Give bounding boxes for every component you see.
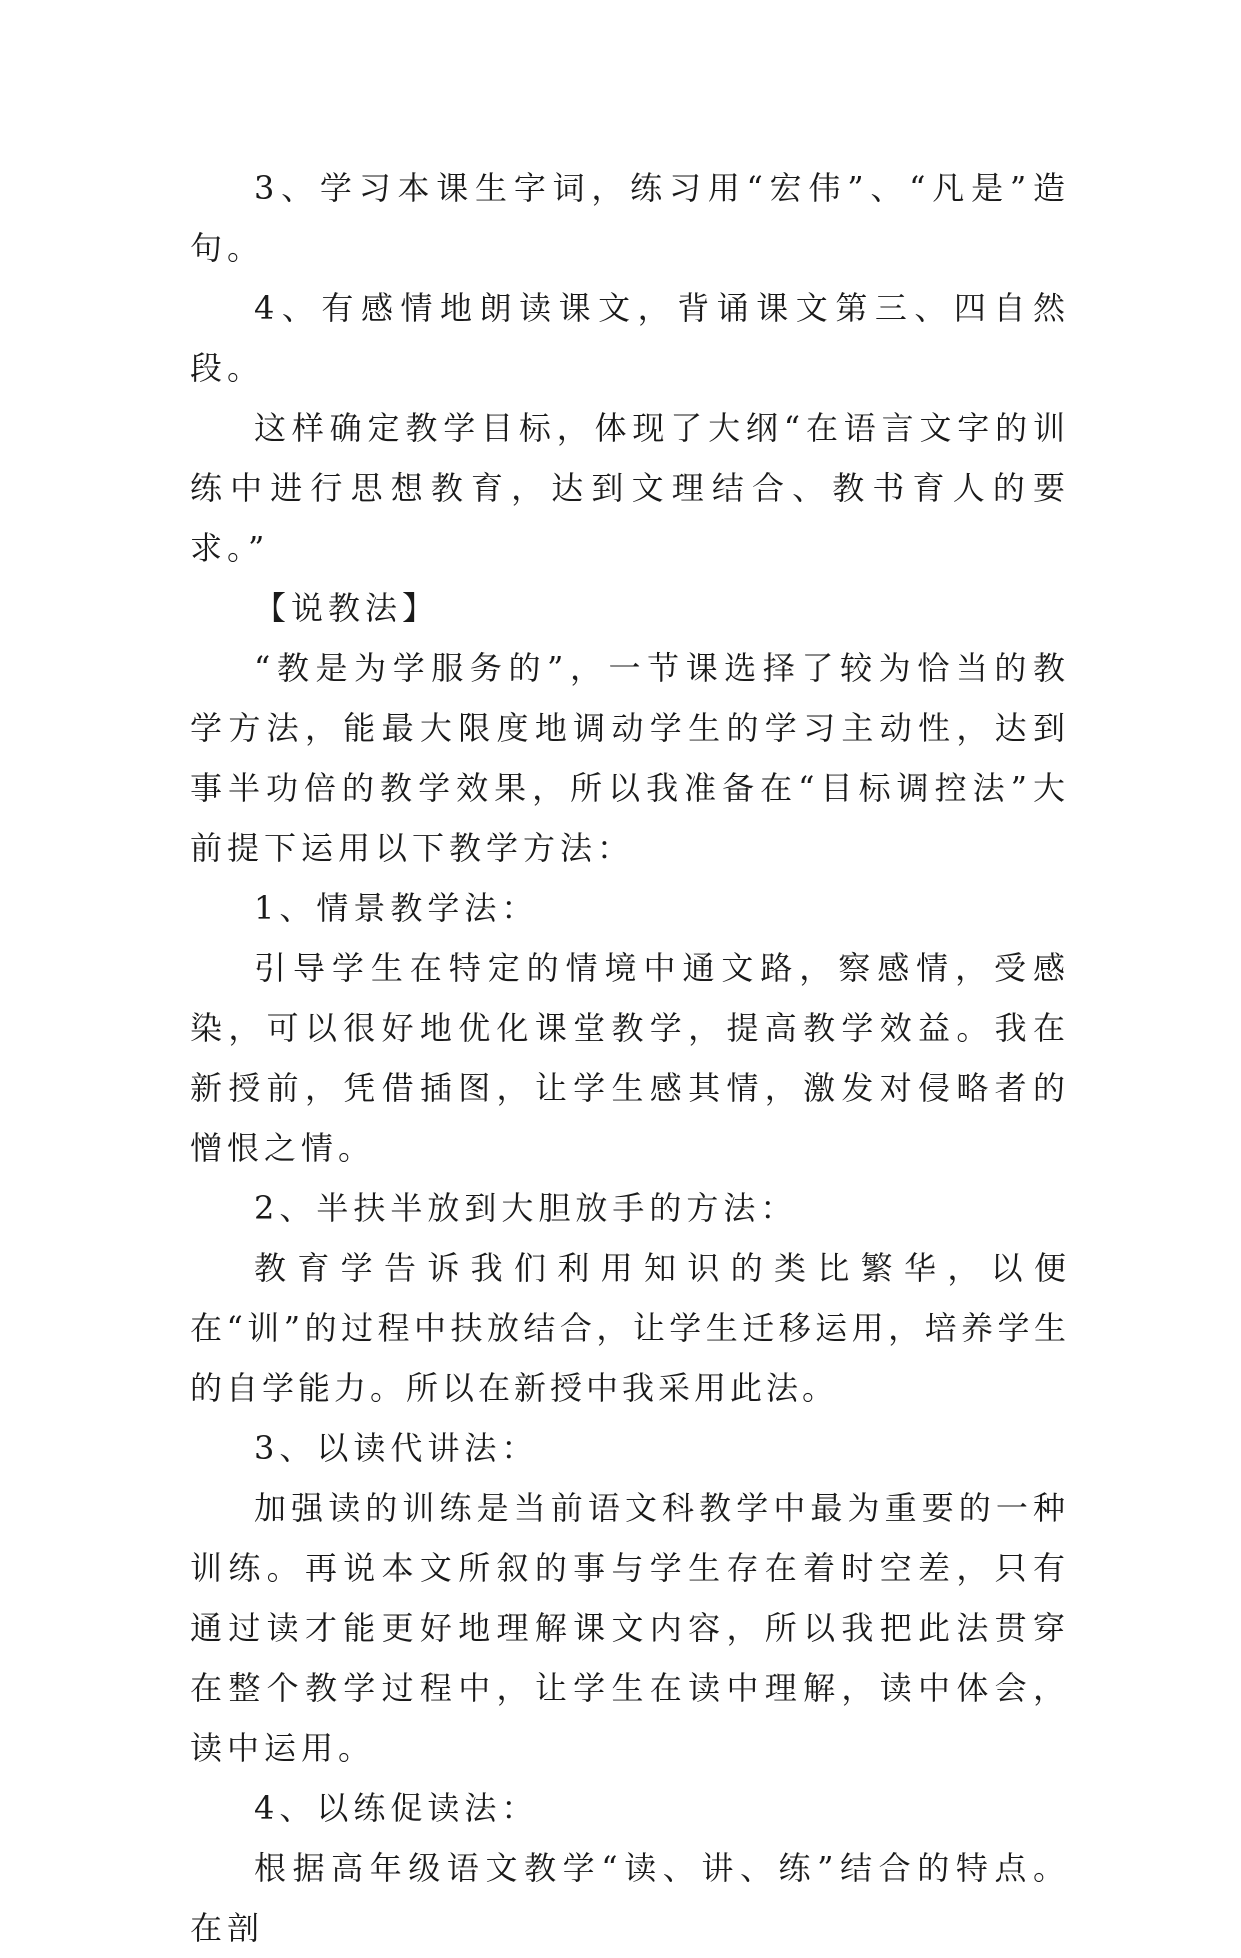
paragraph-method-intro: “教是为学服务的”，一节课选择了较为恰当的教学方法，能最大限度地调动学生的学习主动性，达到事半功倍的教学效果，所以我准备在“目标调控法”大前提下运用以下教学方法： <box>190 649 1070 867</box>
paragraph-method-1: 引导学生在特定的情境中通文路，察感情，受感染，可以很好地优化课堂教学，提高教学效益。我在新授前，凭借插图，让学生感其情，激发对侵略者的憎恨之情。 <box>190 949 1070 1167</box>
method-heading-3: 3、以读代讲法： <box>254 1429 539 1467</box>
paragraph-method-2: 教育学告诉我们利用知识的类比繁华，以便在“训”的过程中扶放结合，让学生迁移运用，培养学生的自学能力。所以在新授中我采用此法。 <box>190 1249 1070 1407</box>
method-heading-1: 1、情景教学法： <box>254 889 539 927</box>
paragraph-method-3: 加强读的训练是当前语文科教学中最为重要的一种训练。再说本文所叙的事与学生存在着时空差，只有通过读才能更好地理解课文内容，所以我把此法贯穿在整个教学过程中，让学生在读中理解，读中体会，读中运用。 <box>190 1489 1070 1767</box>
paragraph-goal-3: 3、学习本课生字词，练习用“宏伟”、“凡是”造句。 <box>190 169 1070 267</box>
paragraph-method-4: 根据高年级语文教学“读、讲、练”结合的特点。在剖 <box>190 1849 1070 1947</box>
method-heading-4: 4、以练促读法： <box>254 1789 539 1827</box>
section-heading-teaching-method: 【说教法】 <box>254 589 440 627</box>
method-heading-2: 2、半扶半放到大胆放手的方法： <box>254 1189 798 1227</box>
paragraph-goal-summary: 这样确定教学目标，体现了大纲“在语言文字的训练中进行思想教育，达到文理结合、教书育人的要求。” <box>190 409 1070 567</box>
document-body <box>190 158 1070 1958</box>
paragraph-goal-4: 4、有感情地朗读课文，背诵课文第三、四自然段。 <box>190 289 1070 387</box>
